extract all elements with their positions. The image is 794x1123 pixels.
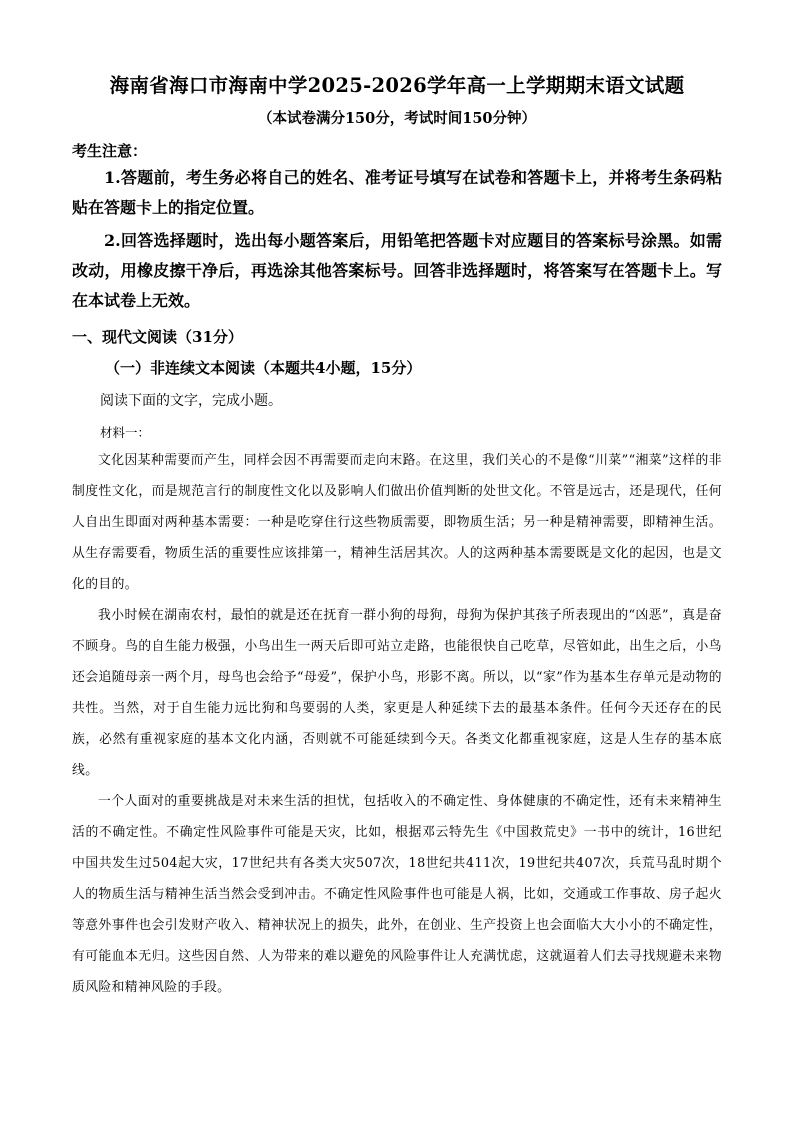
reading-instruction: 阅读下面的文字，完成小题。 — [100, 393, 282, 409]
material-paragraph: 文化因某种需要而产生，同样会因不再需要而走向末路。在这里，我们关心的不是像“川菜”“湘菜”这样的非制度性文化，而是规范言行的制度性文化以及影响人们做出价值判断的处世文化。不管是远古，还是现代，任何人自出生即面对两种基本需要：一种是吃穿住行这些物质需要，即物质生活；另一种是精神需要，即精神生活。从生存需要看，物质生活的重要性应该排第一，精神生活居其次。人的这两种基本需要既是文化的起因，也是文化的目的。 — [72, 453, 722, 592]
material-label: 材料一： — [100, 425, 151, 440]
section-subheading: （一）非连续文本阅读（本题共4小题，15分） — [105, 359, 422, 377]
notice-label: 考生注意： — [72, 142, 148, 160]
section-heading: 一、现代文阅读（31分） — [72, 328, 243, 346]
exam-title: 海南省海口市海南中学2025-2026学年高一上学期期末语文试题 — [109, 74, 685, 97]
material-paragraph: 一个人面对的重要挑战是对未来生活的担忧，包括收入的不确定性、身体健康的不确定性，还有未来精神生活的不确定性。不确定性风险事件可能是天灾，比如，根据邓云特先生《中国救荒史》一书中的统计，16世纪中国共发生过504起大灾，17世纪共有各类大灾507次，18世纪共411次，19世纪共407次，兵荒马乱时期个人的物质生活与精神生活当然会受到冲击。不确定性风险事件也可能是人祸，比如，交通或工作事故、房子起火等意外事件也会引发财产收入、精神状况上的损失，此外，在创业、生产投资上也会面临大大小小的不确定性，有可能血本无归。这些因自然、人为带来的难以避免的风险事件让人充满忧虑，这就逼着人们去寻找规避未来物质风险和精神风险的手段。 — [72, 794, 722, 995]
notice-item: 2.回答选择题时，选出每小题答案后，用铅笔把答题卡对应题目的答案标号涂黑。如需改动，用橡皮擦干净后，再选涂其他答案标号。回答非选择题时，将答案写在答题卡上。写在本试卷上无效。 — [72, 231, 722, 310]
exam-subtitle: （本试卷满分150分，考试时间150分钟） — [257, 110, 537, 127]
material-paragraph: 我小时候在湖南农村，最怕的就是还在抚育一群小狗的母狗，母狗为保护其孩子所表现出的“凶恶”，真是奋不顾身。鸟的自生能力极强，小鸟出生一两天后即可站立走路，也能很快自己吃草，尽管如此，出生之后，小鸟还会追随母亲一两个月，母鸟也会给予“母爱”，保护小鸟，形影不离。所以，以“家”作为基本生存单元是动物的共性。当然，对于自生能力远比狗和鸟要弱的人类，家更是人种延续下去的最基本条件。任何今天还存在的民族，必然有重视家庭的基本文化内涵，否则就不可能延续到今天。各类文化都重视家庭，这是人生存的基本底线。 — [72, 608, 722, 778]
notice-item: 1.答题前，考生务必将自己的姓名、准考证号填写在试卷和答题卡上，并将考生条码粘贴在答题卡上的指定位置。 — [72, 168, 722, 217]
